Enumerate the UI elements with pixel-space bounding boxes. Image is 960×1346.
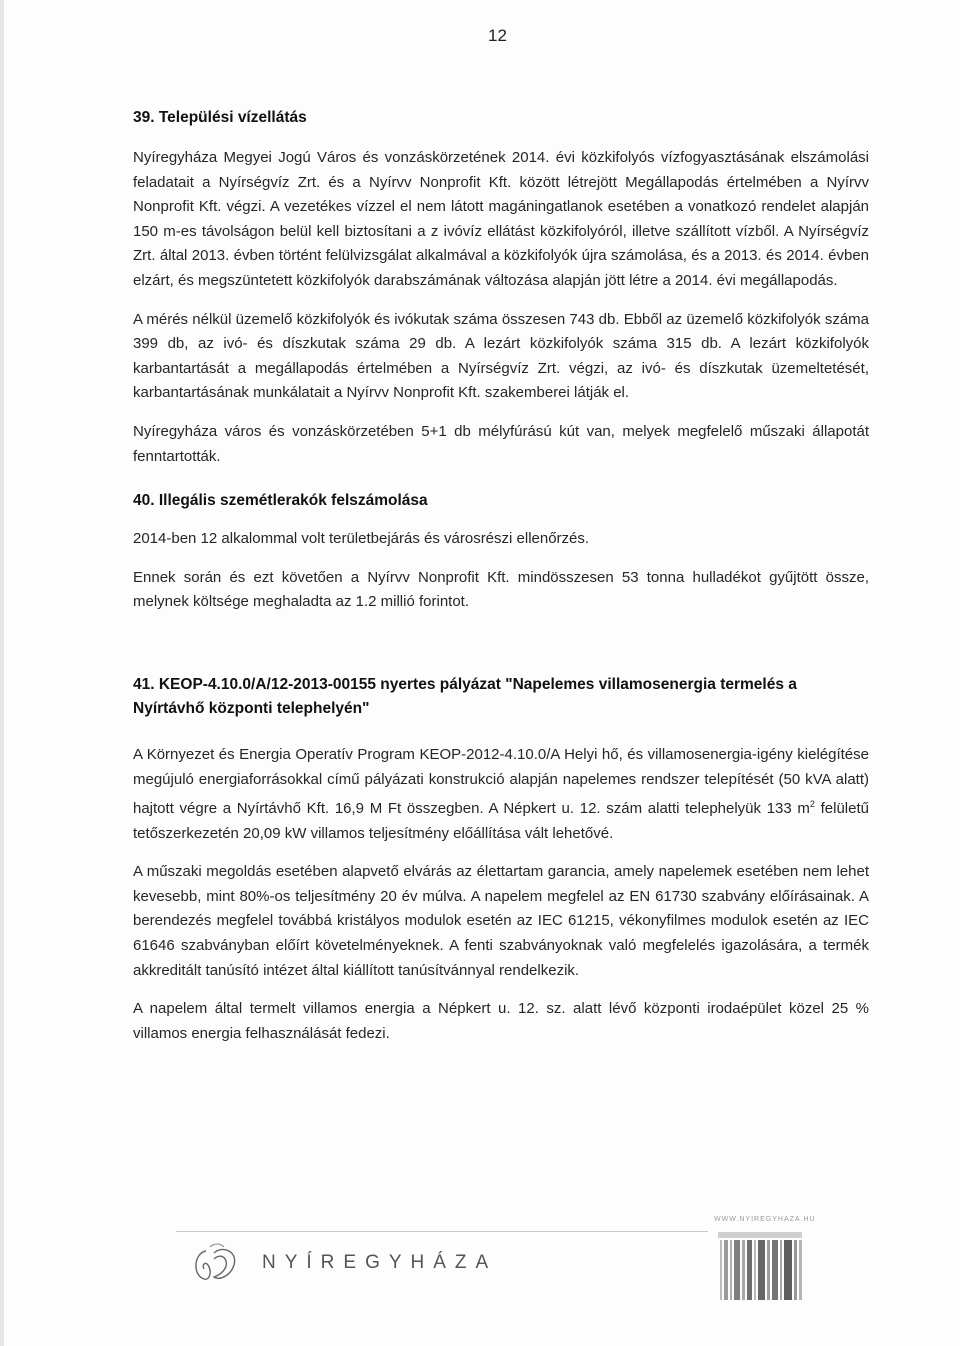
paragraph-41-3: A napelem által termelt villamos energia a Népkert u. 12. sz. alatt lévő központi irodaépület közel 25 % villamos energia felhasználását fedezi.: [133, 1000, 869, 1042]
paragraph-39-3: Nyíregyháza város és vonzáskörzetében 5+1 db mélyfúrású kút van, melyek megfelelő műszaki állapotát fenntartották.: [133, 422, 869, 465]
paragraph-41-2: A műszaki megoldás esetében alapvető elvárás az élettartam garancia, amely napelemek esetében nem lehet kevesebb, mint 80%-os teljesítmény 20 év múlva. A napelem megfelel az EN 61730 szabvány előírásainak. A berendezés megfelel továbbá kristályos modulok esetén az IEC 61215, vékonyfilmes modulok esetén az IEC 61646 szabványban előírt követelményeknek. A fenti szabványoknak való megfelelés igazolására, a termék akkreditált tanúsító intézet által kiállított tanúsítvánnyal rendelkezik.: [133, 863, 869, 979]
footer-divider: [176, 1231, 708, 1232]
heading-40: 40. Illegális szemétlerakók felszámolása: [133, 492, 428, 510]
paragraph-41-1-text-a: A Környezet és Energia Operatív Program KEOP-2012-4.10.0/A Helyi hő, és villamosenergia-igény kielégítése megújuló energiaforrásokkal című pályázati konstrukció alapján napelemes rendszer telepítését (50 kVA alatt) hajtott végre a Nyírtávhő Kft. 16,9 M Ft összegben. A Népkert u. 12. szám alatti telephelyük 133 m: [133, 745, 869, 818]
page-content: [133, 106, 869, 1046]
heading-41: 41. KEOP-4.10.0/A/12-2013-00155 nyertes pályázat "Napelemes villamosenergia termelés a Nyírtávhő központi telephelyén": [133, 675, 797, 717]
heading-39: 39. Települési vízellátás: [133, 109, 307, 126]
footer-barcode-graphic: [718, 1232, 802, 1302]
paragraph-39-2: A mérés nélkül üzemelő közkifolyók és ivókutak száma összesen 743 db. Ebből az üzemelő közkifolyók száma 399 db, az ivó- és díszkutak száma 29 db. A lezárt közkifolyók száma 315 db. A lezárt közkifolyók karbantartását a megállapodás értelmében a Nyírségvíz Zrt. végzi, az ivó- és díszkutak üzemeltetését, karbantartásának munkálatait a Nyírvv Nonprofit Kft. szakemberei látják el.: [133, 310, 869, 402]
superscript-2: 2: [809, 799, 815, 810]
page-number: 12: [488, 26, 507, 45]
paragraph-40-1: 2014-ben 12 alkalommal volt területbejárás és városrészi ellenőrzés.: [133, 530, 590, 548]
scan-edge: [0, 0, 4, 1346]
paragraph-41-1: [133, 743, 869, 846]
footer-brand: NYÍREGYHÁZA: [262, 1252, 498, 1273]
city-logo-icon: [188, 1241, 248, 1289]
paragraph-40-2: Ennek során és ezt követően a Nyírvv Nonprofit Kft. mindösszesen 53 tonna hulladékot gyűjtött össze, melynek költsége meghaladta az 1.2 millió forintot.: [133, 568, 869, 611]
footer-url: WWW.NYIREGYHAZA.HU: [714, 1216, 816, 1223]
paragraph-39-1: Nyíregyháza Megyei Jogú Város és vonzáskörzetének 2014. évi közkifolyós vízfogyasztásának elszámolási feladatait a Nyírségvíz Zrt. és a Nyírvv Nonprofit Kft. között létrejött Megállapodás értelmében a Nyírvv Nonprofit Kft. végzi. A vezetékes vízzel el nem látott magáningatlanok esetében a vonatkozó rendelet alapján 150 m-es távolságon belül kell biztosítani a z ivóvíz ellátást közkifolyóról, illetve szállított vízből. A Nyírségvíz Zrt. által 2013. évben történt felülvizsgálat alkalmával a közkifolyók újra számolása, és a 2013. és 2014. évben elzárt, és megszüntetett közkifolyók darabszámának változása alapján jött létre a 2014. évi megállapodás.: [133, 149, 869, 289]
paragraph-41-1-text-b: felületű tetőszerkezetén 20,09 kW villamos teljesítmény előállítása vált lehetővé.: [133, 800, 869, 842]
